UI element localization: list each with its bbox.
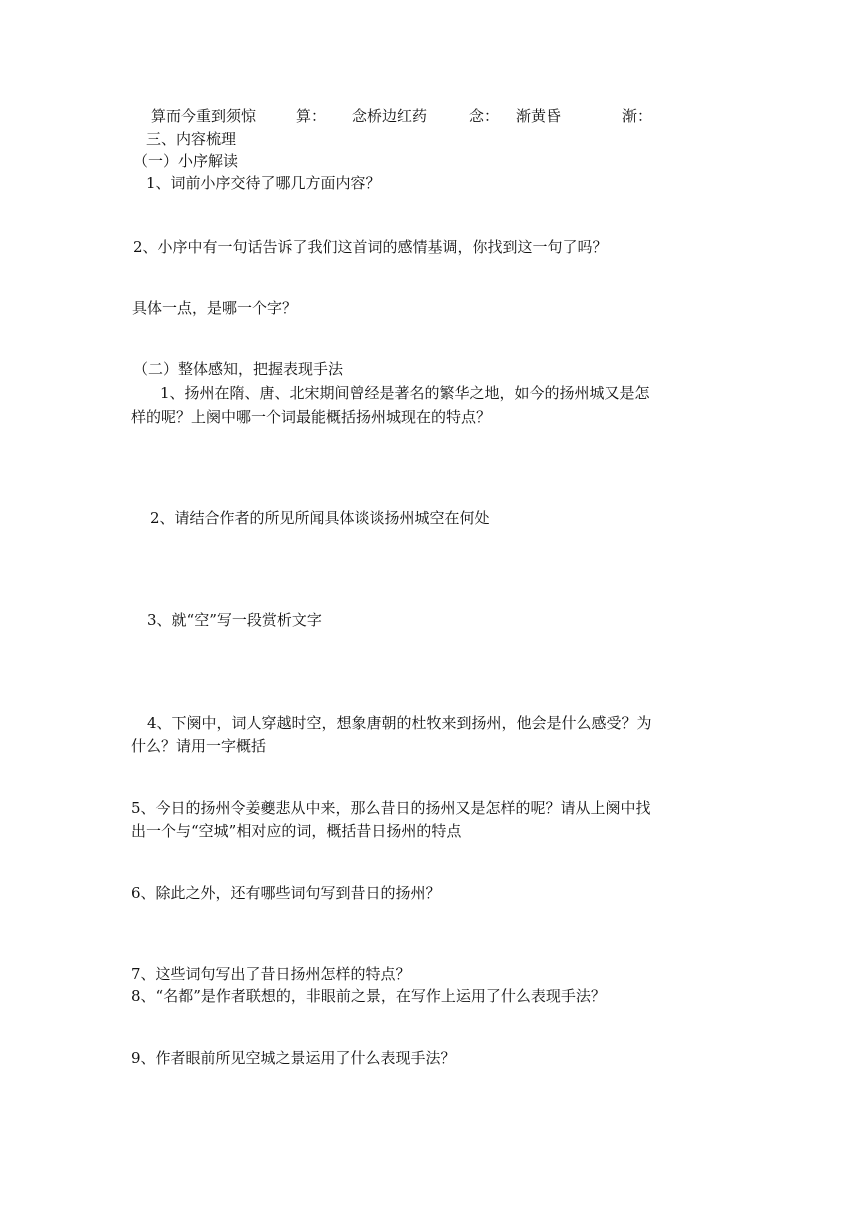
part2-heading: （二）整体感知，把握表现手法 (133, 360, 344, 378)
question-2-6: 6、除此之外，还有哪些词句写到昔日的扬州？ (131, 884, 441, 902)
vocab-item-2: 念桥边红药 (352, 107, 428, 125)
question-2-5-line1: 5、今日的扬州令姜夔悲从中来，那么昔日的扬州又是怎样的呢？请从上阕中找 (131, 799, 651, 817)
vocab-item-3: 渐黄昏 (516, 107, 562, 125)
section-heading: 三、内容梳理 (146, 130, 237, 148)
question-2-7: 7、这些词句写出了昔日扬州怎样的特点？ (131, 965, 411, 983)
question-2-1-line2: 样的呢？上阕中哪一个词最能概括扬州城现在的特点？ (131, 408, 492, 426)
question-2-4-line1: 4、下阕中，词人穿越时空，想象唐朝的杜牧来到扬州，他会是什么感受？为 (147, 714, 652, 732)
vocab-row (0, 105, 860, 127)
question-2-4-line2: 什么？请用一字概括 (131, 737, 267, 755)
vocab-item-1: 算而今重到须惊 (151, 107, 257, 125)
question-1-2-follow: 具体一点，是哪一个字？ (132, 299, 298, 317)
question-1-2: 2、小序中有一句话告诉了我们这首词的感情基调，你找到这一句了吗？ (133, 238, 608, 256)
question-2-8: 8、“名都”是作者联想的，非眼前之景，在写作上运用了什么表现手法？ (131, 987, 606, 1005)
question-2-5-line2: 出一个与“空城”相对应的词，概括昔日扬州的特点 (131, 822, 462, 840)
vocab-label-2: 念： (469, 107, 500, 125)
question-2-2: 2、请结合作者的所见所闻具体谈谈扬州城空在何处 (150, 509, 490, 527)
question-1-1: 1、词前小序交待了哪几方面内容？ (146, 174, 381, 192)
part1-heading: （一）小序解读 (133, 152, 239, 170)
question-2-9: 9、作者眼前所见空城之景运用了什么表现手法？ (131, 1049, 456, 1067)
question-2-1-line1: 1、扬州在隋、唐、北宋期间曾经是著名的繁华之地，如今的扬州城又是怎 (160, 384, 650, 402)
question-2-3: 3、就“空”写一段赏析文字 (147, 611, 322, 629)
vocab-label-3: 渐： (622, 107, 653, 125)
vocab-label-1: 算： (296, 107, 327, 125)
